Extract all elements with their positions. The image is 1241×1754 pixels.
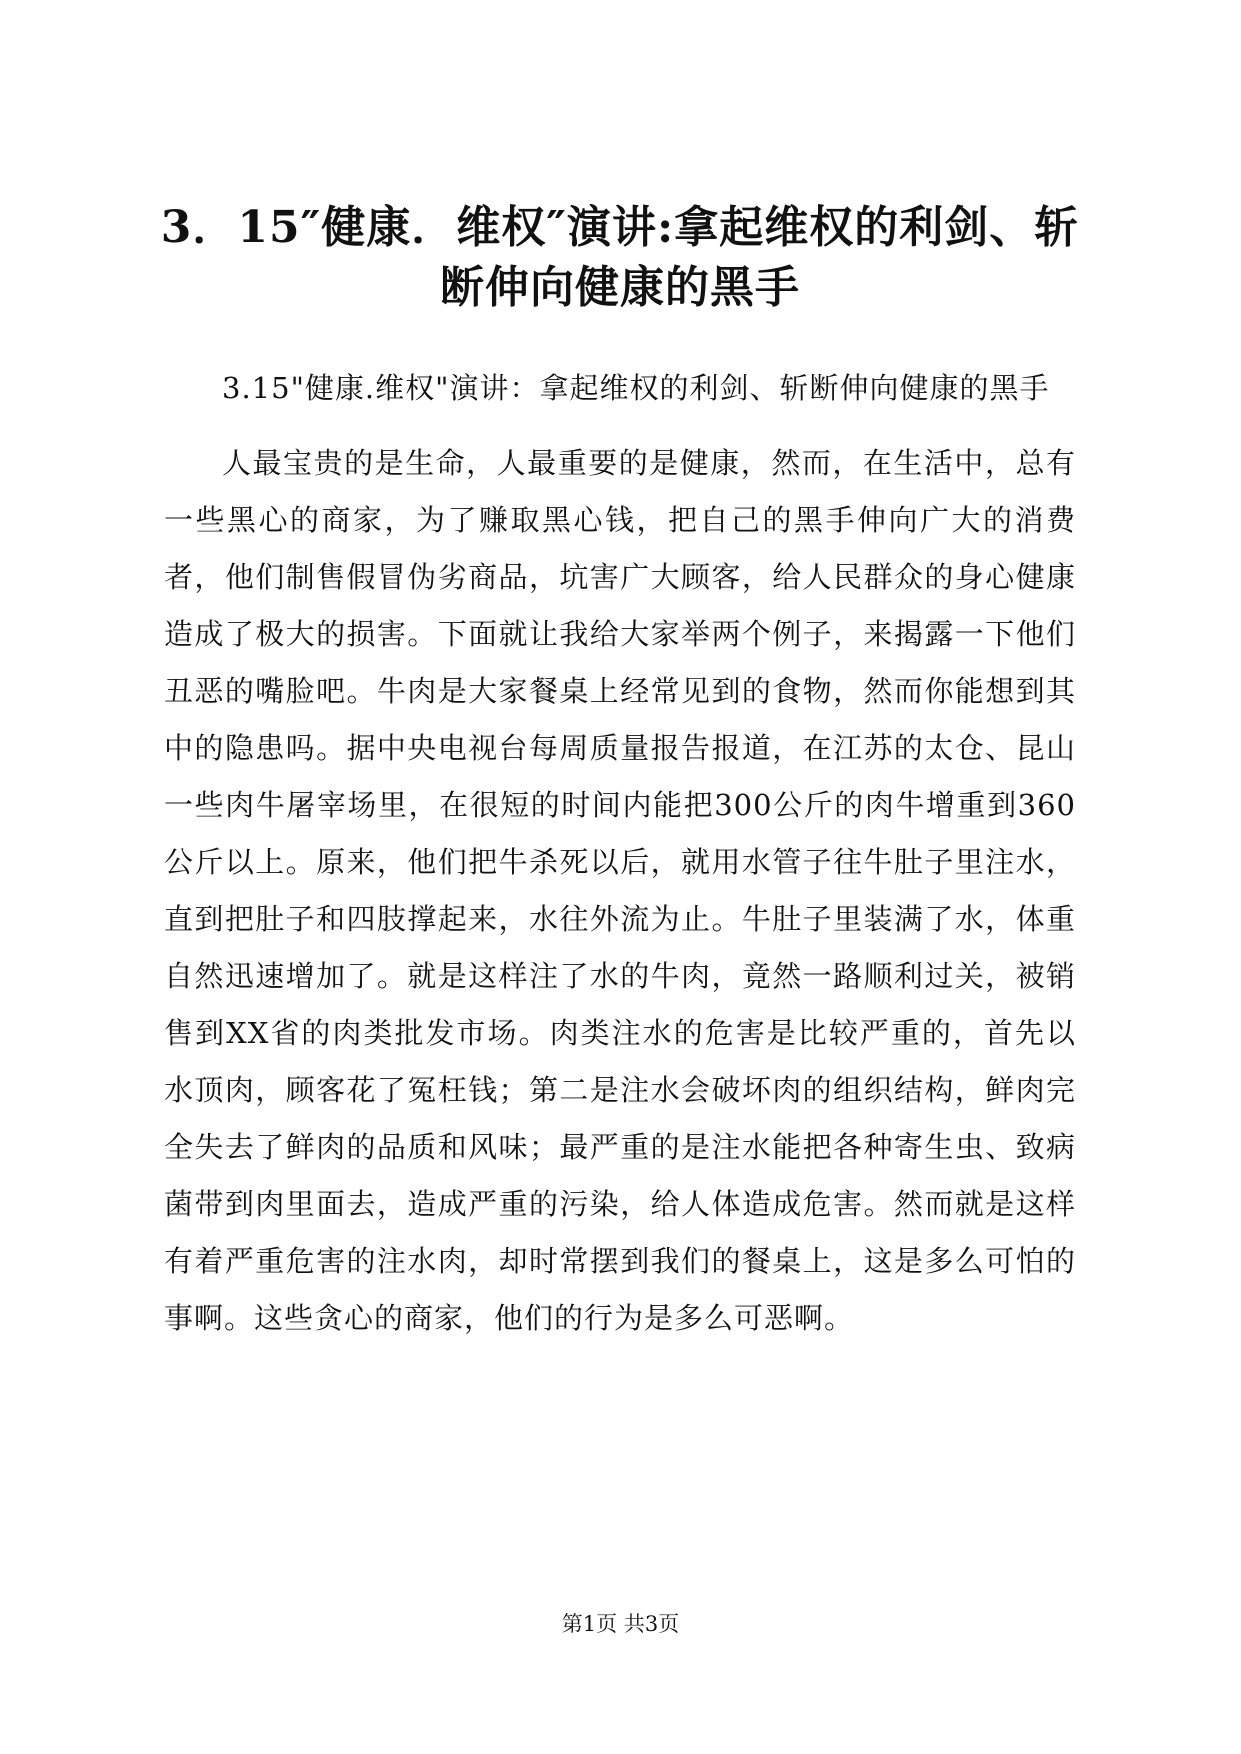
body-paragraph: 人最宝贵的是生命，人最重要的是健康，然而，在生活中，总有一些黑心的商家，为了赚取黑心钱，把自己的黑手伸向广大的消费者，他们制售假冒伪劣商品，坑害广大顾客，给人民群众的身心健康造成了极大的损害。下面就让我给大家举两个例子，来揭露一下他们丑恶的嘴脸吧。牛肉是大家餐桌上经常见到的食物，然而你能想到其中的隐患吗。据中央电视台每周质量报告报道，在江苏的太仓、昆山一些肉牛屠宰场里，在很短的时间内能把300公斤的肉牛增重到360公斤以上。原来，他们把牛杀死以后，就用水管子往牛肚子里注水，直到把肚子和四肢撑起来，水往外流为止。牛肚子里装满了水，体重自然迅速增加了。就是这样注了水的牛肉，竟然一路顺利过关，被销售到XX省的肉类批发市场。肉类注水的危害是比较严重的，首先以水顶肉，顾客花了冤枉钱；第二是注水会破坏肉的组织结构，鲜肉完全失去了鲜肉的品质和风味；最严重的是注水能把各种寄生虫、致病菌带到肉里面去，造成严重的污染，给人体造成危害。然而就是这样有着严重危害的注水肉，却时常摆到我们的餐桌上，这是多么可怕的事啊。这些贪心的商家，他们的行为是多么可恶啊。 [164,446,1076,1335]
document-body [164,360,1076,1347]
document-title: 3．15″健康．维权″演讲:拿起维权的利剑、斩断伸向健康的黑手 [160,202,1080,313]
document-subtitle: 3.15"健康.维权"演讲：拿起维权的利剑、斩断伸向健康的黑手 [222,371,1050,405]
page-footer: 第1页 共3页 [561,1612,680,1636]
